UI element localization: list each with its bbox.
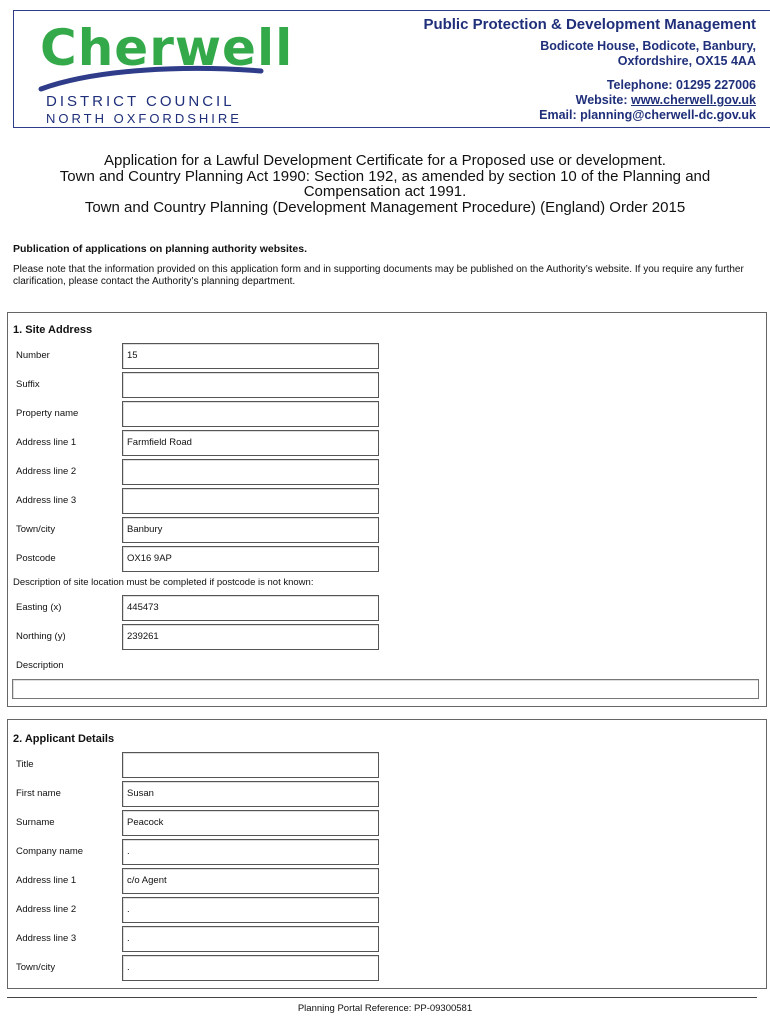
postcode-field[interactable]: OX16 9AP (122, 546, 379, 572)
field-row (8, 595, 766, 621)
portal-reference: Planning Portal Reference: PP-09300581 (297, 1003, 473, 1014)
address-line-2-field[interactable] (122, 459, 379, 485)
field-label: Suffix (16, 379, 40, 390)
field-label: Postcode (16, 553, 56, 564)
field-label: Address line 1 (16, 875, 77, 886)
field-row (8, 430, 766, 456)
section-heading: 2. Applicant Details (13, 733, 115, 745)
website-label: Website: (575, 93, 631, 107)
company-name-field[interactable]: . (122, 839, 379, 865)
field-row (8, 781, 766, 807)
address-line-2: Oxfordshire, OX15 4AA (617, 54, 756, 68)
field-label: First name (16, 788, 61, 799)
order-line: Town and Country Planning (Development Management Procedure) (England) Order 2015 (84, 198, 686, 216)
publication-heading: Publication of applications on planning authority websites. (13, 243, 308, 255)
email[interactable]: Email: planning@cherwell-dc.gov.uk (539, 108, 756, 122)
field-label: Address line 2 (16, 466, 77, 477)
field-label: Description (16, 660, 64, 671)
section-heading: 1. Site Address (13, 324, 93, 336)
publication-note: Please note that the information provided on this application form and in supporting documents may be published on the Authority’s website. If you require any further clarification, please contact the Authority’s planning department. (13, 264, 744, 287)
department-name: Public Protection & Development Management (423, 16, 756, 33)
title-field[interactable] (122, 752, 379, 778)
logo-line-district: DISTRICT COUNCIL (46, 93, 235, 110)
site-address-section (7, 312, 767, 707)
northing-field[interactable]: 239261 (122, 624, 379, 650)
field-row (8, 653, 766, 679)
address-line-1: Bodicote House, Bodicote, Banbury, (540, 39, 756, 53)
field-row (8, 839, 766, 865)
field-row (8, 343, 766, 369)
field-label: Surname (16, 817, 55, 828)
applicant-town-city-field[interactable]: . (122, 955, 379, 981)
council-logo (28, 17, 294, 126)
easting-field[interactable]: 445473 (122, 595, 379, 621)
field-label: Number (16, 350, 50, 361)
act-line-1: Town and Country Planning Act 1990: Section 192, as amended by section 10 of the Planning and (59, 167, 711, 185)
logo-line-region: NORTH OXFORDSHIRE (46, 111, 242, 126)
telephone: Telephone: 01295 227006 (606, 78, 756, 92)
applicant-address-line-2-field[interactable]: . (122, 897, 379, 923)
field-label: Address line 3 (16, 933, 77, 944)
field-row (8, 810, 766, 836)
field-label: Town/city (16, 962, 56, 973)
suffix-field[interactable] (122, 372, 379, 398)
logo-swoosh-icon (36, 65, 266, 93)
field-label: Address line 1 (16, 437, 77, 448)
logo-wordmark: Cherwell (40, 19, 294, 77)
field-label: Company name (16, 846, 84, 857)
field-label: Northing (y) (16, 631, 66, 642)
property-name-field[interactable] (122, 401, 379, 427)
applicant-address-line-1-field[interactable]: c/o Agent (122, 868, 379, 894)
field-row (8, 752, 766, 778)
address-line-3-field[interactable] (122, 488, 379, 514)
form-title-block (20, 153, 750, 215)
field-label: Easting (x) (16, 602, 62, 613)
first-name-field[interactable]: Susan (122, 781, 379, 807)
number-field[interactable]: 15 (122, 343, 379, 369)
header-banner (13, 10, 770, 128)
field-row (8, 459, 766, 485)
surname-field[interactable]: Peacock (122, 810, 379, 836)
form-title: Application for a Lawful Development Certificate for a Proposed use or development. (104, 152, 666, 169)
field-row (8, 926, 766, 952)
field-label: Address line 3 (16, 495, 77, 506)
field-row (8, 488, 766, 514)
field-row (8, 868, 766, 894)
field-label: Address line 2 (16, 904, 77, 915)
website (423, 93, 756, 108)
field-row (8, 401, 766, 427)
address-line-1-field[interactable]: Farmfield Road (122, 430, 379, 456)
footer-divider (7, 997, 757, 998)
description-field[interactable] (12, 679, 759, 699)
applicant-address-line-3-field[interactable]: . (122, 926, 379, 952)
applicant-details-section (7, 719, 767, 989)
field-row (8, 897, 766, 923)
field-row (8, 955, 766, 981)
town-city-field[interactable]: Banbury (122, 517, 379, 543)
field-row (8, 624, 766, 650)
field-label: Town/city (16, 524, 56, 535)
contact-block (423, 15, 756, 123)
location-note: Description of site location must be completed if postcode is not known: (13, 577, 314, 588)
website-link[interactable]: www.cherwell.gov.uk (630, 93, 756, 107)
act-line-2: Compensation act 1991. (303, 183, 467, 200)
field-label: Property name (16, 408, 79, 419)
field-label: Title (16, 759, 34, 770)
field-row (8, 546, 766, 572)
field-row (8, 372, 766, 398)
field-row (8, 517, 766, 543)
